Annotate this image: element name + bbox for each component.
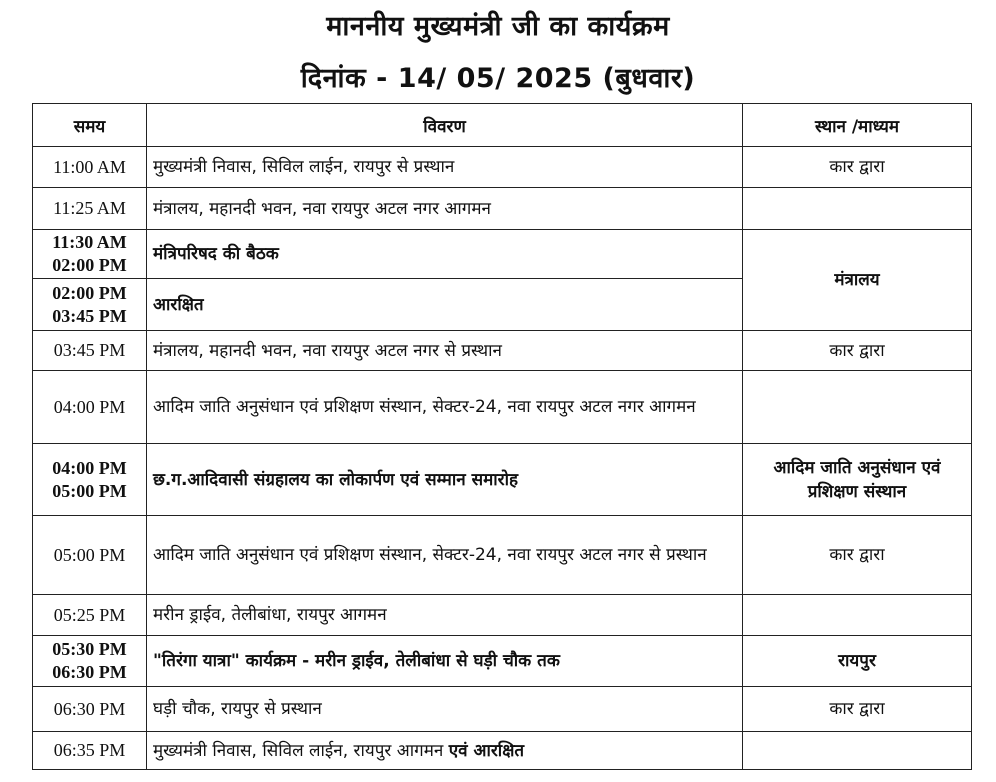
table-row — [33, 516, 972, 595]
row-description: मरीन ड्राईव, तेलीबांधा, रायपुर आगमन — [147, 595, 743, 636]
row-description: घड़ी चौक, रायपुर से प्रस्थान — [147, 687, 743, 732]
row-description: छ.ग.आदिवासी संग्रहालय का लोकार्पण एवं सम्मान समारोह — [147, 444, 743, 516]
row-time: 02:00 PM 03:45 PM — [33, 279, 147, 331]
row-location: आदिम जाति अनुसंधान एवं प्रशिक्षण संस्थान — [743, 444, 972, 516]
table-row — [33, 595, 972, 636]
row-description: मंत्रिपरिषद की बैठक — [147, 230, 743, 279]
row-description: "तिरंगा यात्रा" कार्यक्रम - मरीन ड्राईव, तेलीबांधा से घड़ी चौक तक — [147, 636, 743, 687]
row-location — [743, 732, 972, 770]
table-row — [33, 636, 972, 687]
row-time: 06:35 PM — [33, 732, 147, 770]
row-location: मंत्रालय — [743, 230, 972, 331]
table-row — [33, 331, 972, 371]
schedule-table — [32, 103, 972, 770]
table-row — [33, 147, 972, 188]
row-location: रायपुर — [743, 636, 972, 687]
row-time: 03:45 PM — [33, 331, 147, 371]
row-description: आदिम जाति अनुसंधान एवं प्रशिक्षण संस्थान, सेक्टर-24, नवा रायपुर अटल नगर से प्रस्थान — [147, 516, 743, 595]
row-description: मुख्यमंत्री निवास, सिविल लाईन, रायपुर से प्रस्थान — [147, 147, 743, 188]
row-description: मंत्रालय, महानदी भवन, नवा रायपुर अटल नगर से प्रस्थान — [147, 331, 743, 371]
row-description — [147, 732, 743, 770]
table-row — [33, 371, 972, 444]
row-time: 11:25 AM — [33, 188, 147, 230]
row-description: आरक्षित — [147, 279, 743, 331]
row-time: 05:25 PM — [33, 595, 147, 636]
row-description-bold-suffix: एवं आरक्षित — [448, 740, 525, 761]
row-time: 04:00 PM — [33, 371, 147, 444]
row-location: कार द्वारा — [743, 687, 972, 732]
row-time: 11:30 AM 02:00 PM — [33, 230, 147, 279]
column-header-time: समय — [33, 104, 147, 147]
table-row — [33, 230, 972, 279]
row-time: 05:00 PM — [33, 516, 147, 595]
table-row — [33, 188, 972, 230]
row-time: 11:00 AM — [33, 147, 147, 188]
row-location — [743, 188, 972, 230]
row-description-text: मुख्यमंत्री निवास, सिविल लाईन, रायपुर आगमन — [153, 740, 444, 761]
row-time: 04:00 PM 05:00 PM — [33, 444, 147, 516]
page-title: माननीय मुख्यमंत्री जी का कार्यक्रम — [326, 11, 670, 42]
row-description: मंत्रालय, महानदी भवन, नवा रायपुर अटल नगर आगमन — [147, 188, 743, 230]
row-location — [743, 371, 972, 444]
row-location: कार द्वारा — [743, 331, 972, 371]
row-time: 05:30 PM 06:30 PM — [33, 636, 147, 687]
date-line: दिनांक - 14/ 05/ 2025 (बुधवार) — [300, 63, 696, 94]
table-row — [33, 687, 972, 732]
row-description: आदिम जाति अनुसंधान एवं प्रशिक्षण संस्थान, सेक्टर-24, नवा रायपुर अटल नगर आगमन — [147, 371, 743, 444]
row-location: कार द्वारा — [743, 147, 972, 188]
table-header-row — [33, 104, 972, 147]
column-header-location: स्थान /माध्यम — [743, 104, 972, 147]
row-location — [743, 595, 972, 636]
column-header-description: विवरण — [147, 104, 743, 147]
table-row — [33, 444, 972, 516]
row-location: कार द्वारा — [743, 516, 972, 595]
table-row — [33, 732, 972, 770]
row-time: 06:30 PM — [33, 687, 147, 732]
